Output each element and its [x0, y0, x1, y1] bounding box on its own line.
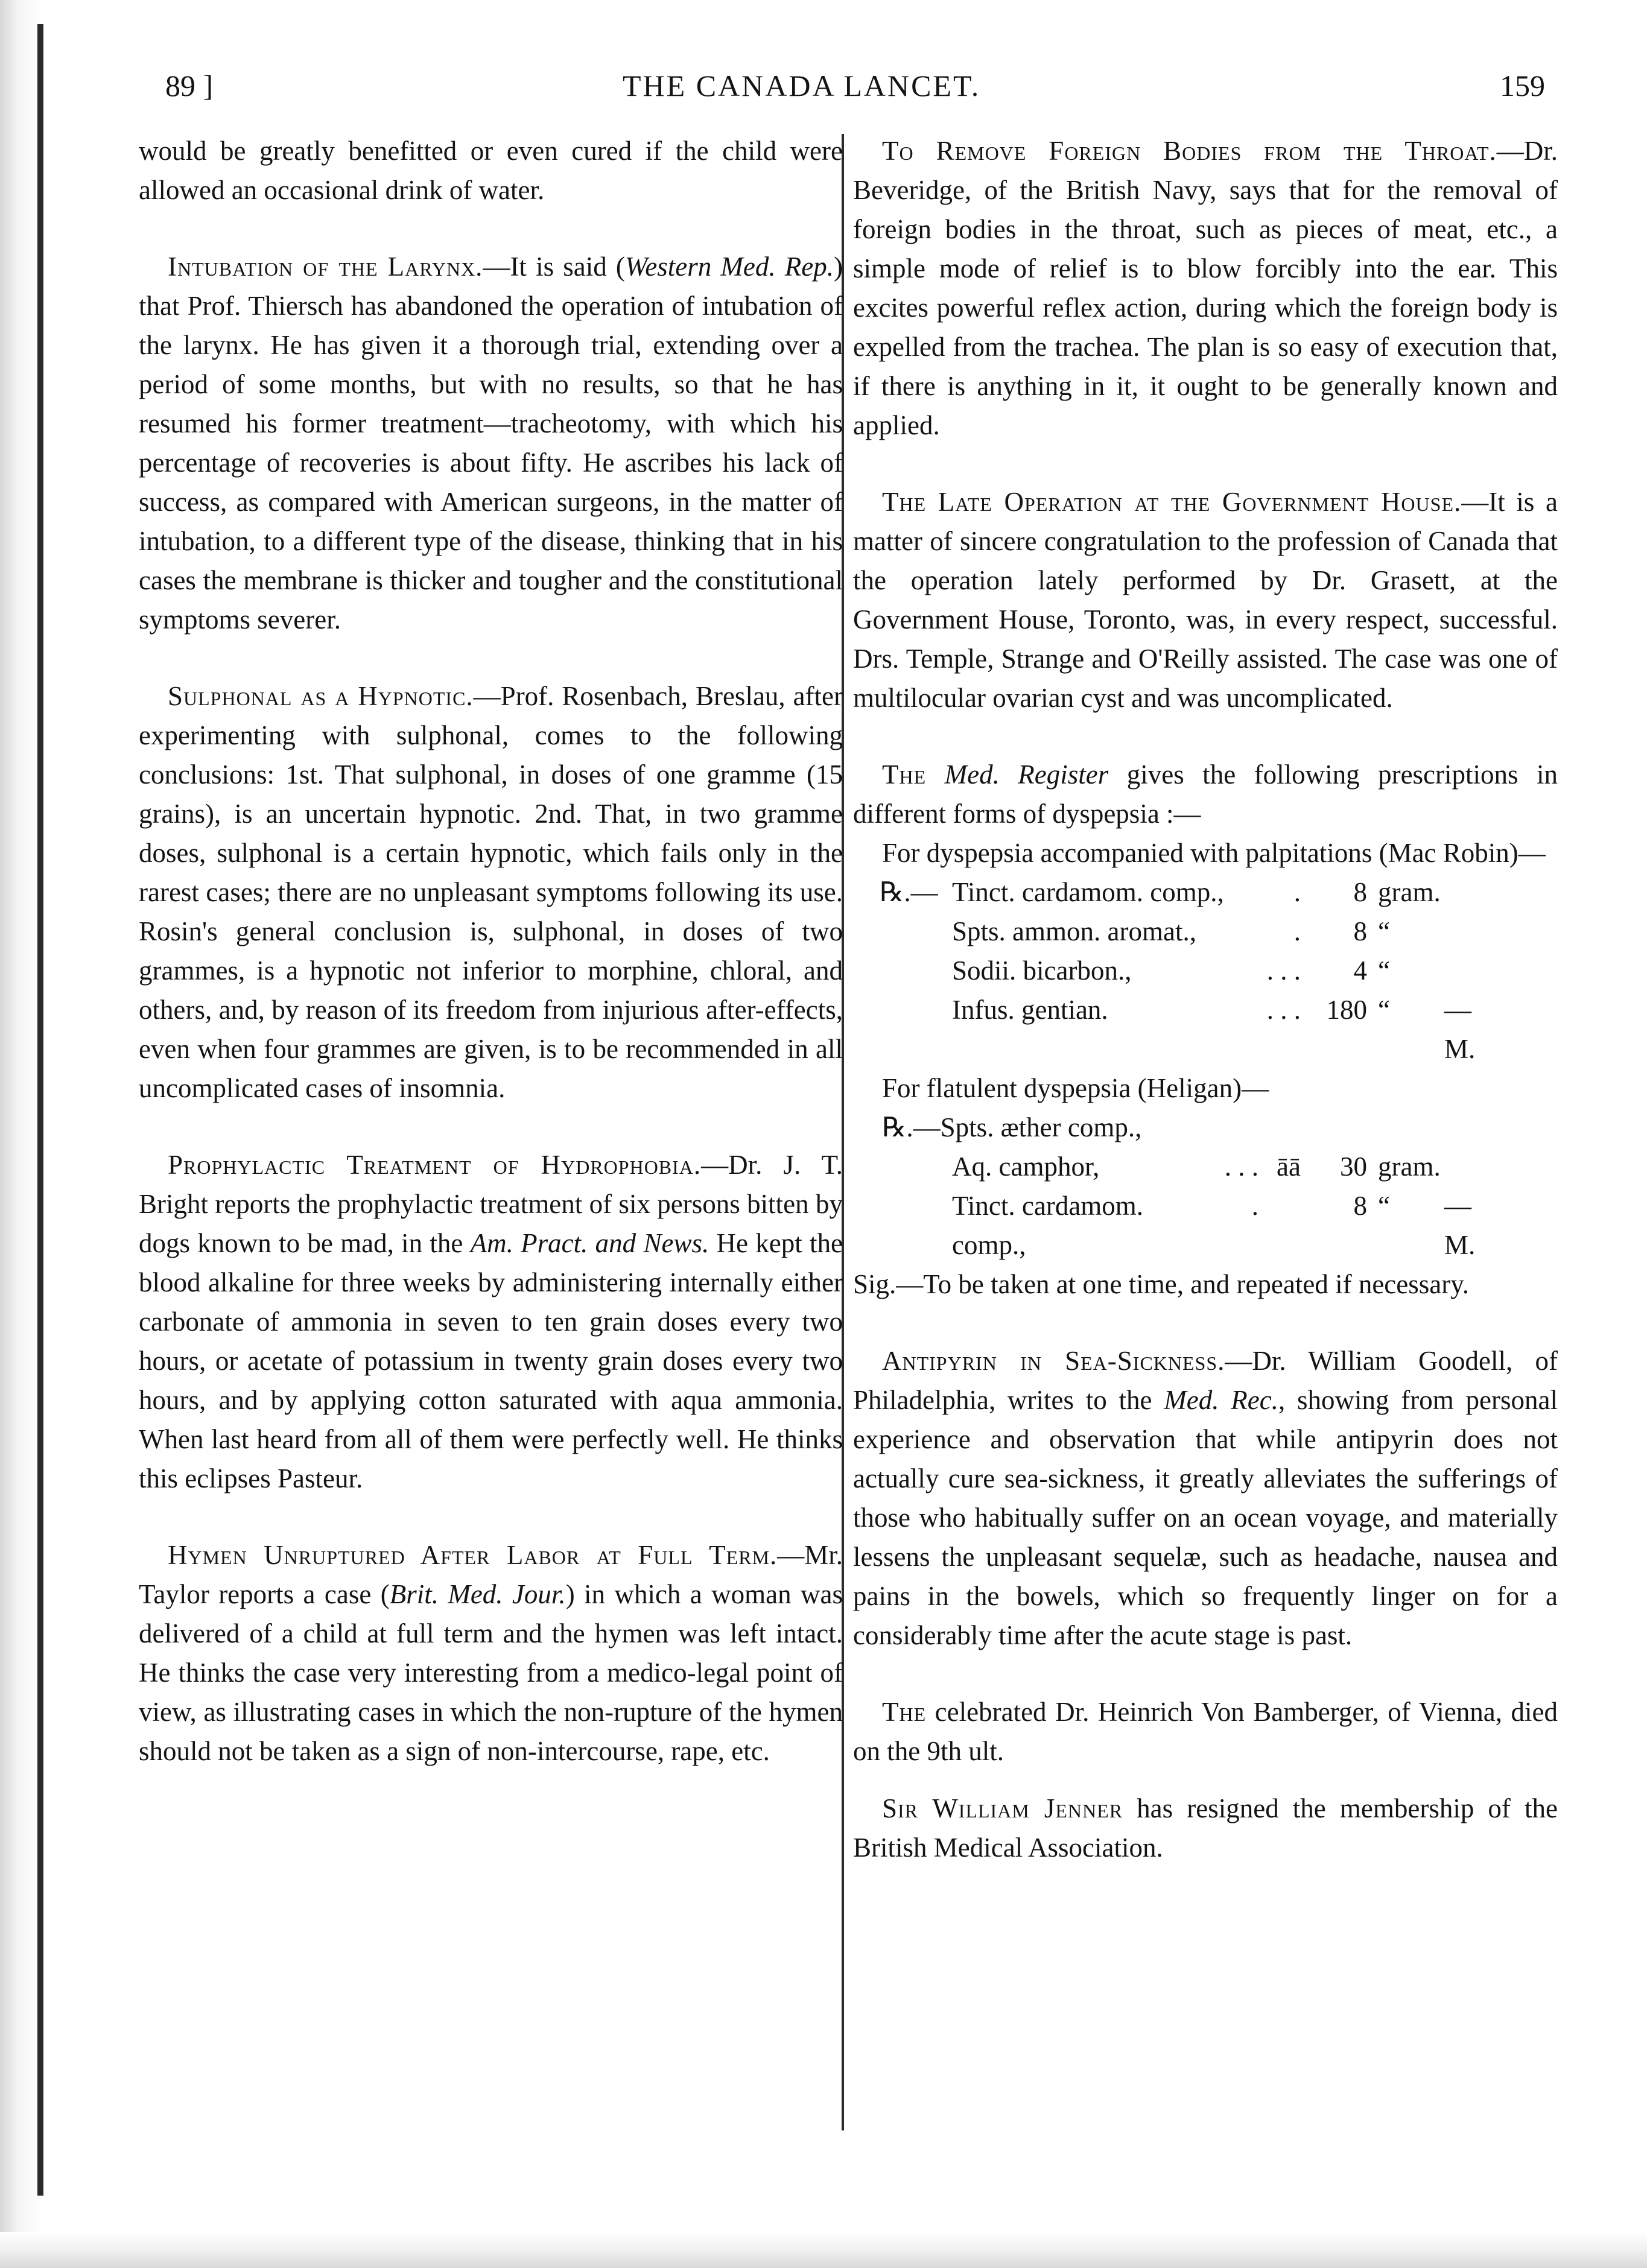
- leader-dots: .: [1293, 916, 1301, 946]
- lead-word: Sir William Jenner: [882, 1793, 1123, 1823]
- left-column: [139, 131, 843, 1808]
- page-left-edge-shadow: [0, 0, 66, 2268]
- note-text: has resigned the membership of the British Medical Association.: [853, 1793, 1558, 1863]
- leader-dots: .: [1293, 877, 1301, 907]
- drug-unit: gram.: [1378, 1151, 1441, 1182]
- article-hydrophobia: [139, 1145, 843, 1498]
- prescription-2-first-line: ℞.—Spts. æther comp.,: [882, 1112, 1142, 1142]
- article-text: —It is a matter of sincere congratulation to the profession of Canada that the operation lately performed by Dr. Grasett, at the Government House, Toronto, was, in every respect, successful. Drs. Temple, Strange and O'Reilly assisted. The case was one of multilocular ovarian cyst and was uncomplicated.: [853, 487, 1558, 713]
- note-jenner: [853, 1789, 1558, 1867]
- dyspepsia-intro: [853, 755, 1558, 834]
- article-heading: Antipyrin in Sea-Sickness.: [882, 1346, 1225, 1376]
- drug-unit: “: [1378, 1191, 1390, 1221]
- drug-name: Aq. camphor,: [952, 1151, 1100, 1182]
- dyspepsia-form-2: For flatulent dyspepsia (Heligan)—: [882, 1073, 1269, 1103]
- leader-dots: .: [1251, 1191, 1258, 1221]
- article-text: —Mr. Taylor reports a case (: [139, 1540, 843, 1609]
- article-heading: Intubation of the Larynx.: [168, 252, 483, 282]
- article-text: —Dr. J. T. Bright reports the prophylactic treatment of six persons bitten by dogs known to be mad, in the: [139, 1150, 843, 1258]
- page-bottom-edge-shadow: [0, 2232, 1647, 2268]
- source-citation: Med. Rec.: [1164, 1385, 1278, 1415]
- article-text: —Dr. William Goodell, of Philadelphia, writes to the: [853, 1346, 1558, 1415]
- drug-unit: “: [1378, 995, 1390, 1025]
- article-intubation: [139, 247, 843, 639]
- article-antipyrin: [853, 1341, 1558, 1655]
- prescription-line: [853, 951, 1493, 990]
- drug-unit: gram.: [1378, 877, 1441, 907]
- article-heading: Prophylactic Treatment of Hydrophobia.: [168, 1150, 702, 1180]
- article-text: He kept the blood alkaline for three weeks by administering internally either carbonate of ammonia in seven to ten grain doses every two hours, or acetate of potassium in twenty grain doses every two hours, and by applying cotton saturated with aqua ammonia. When last heard from all of them were perfectly well. He thinks this eclipses Pasteur.: [139, 1228, 843, 1494]
- leader-dots: . . .: [1266, 995, 1301, 1025]
- drug-unit: “: [1378, 955, 1390, 986]
- drug-name: Spts. ammon. aromat.,: [952, 916, 1196, 946]
- drug-unit: “: [1378, 916, 1390, 946]
- drug-quantity: 30: [1340, 1151, 1367, 1182]
- right-column: [853, 131, 1558, 1905]
- drug-name: Tinct. cardamom. comp.,: [952, 877, 1224, 907]
- drug-quantity: 8: [1353, 1191, 1367, 1221]
- prescription-line: [853, 912, 1493, 951]
- intro-text: gives the following prescriptions in different forms of dyspepsia :—: [853, 759, 1558, 829]
- header-volume-number: 89 ]: [165, 69, 214, 103]
- drug-quantity: 4: [1353, 955, 1367, 986]
- leader-dots: . . .: [1224, 1151, 1258, 1182]
- article-text: —Dr. Beveridge, of the British Navy, says that for the removal of foreign bodies in the throat, such as pieces of meat, etc., a simple mode of relief is to blow forcibly into the ear. This excites powerful reflex action, during which the foreign body is expelled from the trachea. The plan is so easy of execution that, if there is anything in it, it ought to be generally known and applied.: [853, 136, 1558, 440]
- binding-edge-line: [37, 24, 43, 2196]
- note-bamberger: [853, 1693, 1558, 1771]
- lead-word: The: [882, 759, 927, 790]
- prescription-line: [853, 1147, 1493, 1186]
- article-foreign-bodies: [853, 131, 1558, 445]
- article-dyspepsia: [853, 755, 1558, 1304]
- article-heading: Hymen Unruptured After Labor at Full Term.: [168, 1540, 778, 1570]
- prescription-2: [853, 1147, 1558, 1265]
- dyspepsia-form-1: For dyspepsia accompanied with palpitations (Mac Robin)—: [882, 838, 1546, 868]
- article-heading: Sulphonal as a Hypnotic.: [168, 681, 474, 711]
- drug-name: Sodii. bicarbon.,: [952, 955, 1132, 986]
- source-citation: Am. Pract. and News.: [470, 1228, 709, 1258]
- source-citation: Med. Register: [944, 759, 1109, 790]
- article-text: , showing from personal experience and observation that while antipyrin does not actually cure sea-sickness, it greatly alleviates the sufferings of those who habitually suffer on an ocean voyage, and materially lessens the unpleasant sequelæ, such as headache, nausea and pains in the bowels, which so frequently linger on for a considerably time after the acute stage is past.: [853, 1385, 1558, 1650]
- drug-name: Infus. gentian.: [952, 995, 1108, 1025]
- ana-symbol: āā: [1277, 1151, 1301, 1182]
- header-page-number: 159: [1500, 69, 1545, 103]
- mix-instruction: —M.: [1444, 995, 1476, 1064]
- prescription-line: [853, 1186, 1493, 1265]
- continued-paragraph: would be greatly benefitted or even cured if the child were allowed an occasional drink of water.: [139, 136, 843, 205]
- article-text: —It is said (: [483, 252, 625, 282]
- source-citation: Western Med. Rep.: [624, 252, 834, 282]
- drug-name: Tinct. cardamom. comp.,: [952, 1191, 1144, 1260]
- drug-quantity: 8: [1353, 877, 1367, 907]
- drug-quantity: 8: [1353, 916, 1367, 946]
- article-text: ) in which a woman was delivered of a child at full term and the hymen was left intact. He thinks the case very interesting from a medico-legal point of view, as illustrating cases in which the non-rupture of the hymen should not be taken as a sign of non-intercourse, rape, etc.: [139, 1579, 843, 1766]
- recipe-symbol: ℞.—: [880, 877, 938, 907]
- article-text: —Prof. Rosenbach, Breslau, after experimenting with sulphonal, comes to the following conclusions: 1st. That sulphonal, in doses of one gramme (15 grains), is an uncertain hypnotic. 2nd. That, in two gramme doses, sulphonal is a certain hypnotic, which fails only in the rarest cases; there are no unpleasant symptoms following its use. Rosin's general conclusion is, sulphonal, in doses of two grammes, is a hypnotic not inferior to morphine, chloral, and others, and, by reason of its freedom from injurious after-effects, even when four grammes are given, is to be recommended in all uncomplicated cases of insomnia.: [139, 681, 843, 1103]
- note-text: celebrated Dr. Heinrich Von Bamberger, of Vienna, died on the 9th ult.: [853, 1697, 1558, 1766]
- article-hymen: [139, 1536, 843, 1771]
- article-text: ) that Prof. Thiersch has abandoned the operation of intubation of the larynx. He has given it a thorough trial, extending over a period of some months, but with no results, so that he has resumed his former treatment—tracheotomy, with which his percentage of recoveries is about fifty. He ascribes his lack of success, as compared with American surgeons, in the matter of intubation, to a different type of the disease, thinking that in his cases the membrane is thicker and tougher and the constitutional symptoms severer.: [139, 252, 843, 635]
- drug-quantity: 180: [1326, 995, 1367, 1025]
- article-heading: To Remove Foreign Bodies from the Throat.: [882, 136, 1497, 166]
- source-citation: Brit. Med. Jour.: [389, 1579, 566, 1609]
- lead-word: The: [882, 1697, 927, 1727]
- article-sulphonal: [139, 677, 843, 1108]
- leader-dots: . . .: [1266, 955, 1301, 986]
- prescription-1: [853, 873, 1558, 1069]
- article-government-house: [853, 483, 1558, 718]
- prescription-line: [853, 873, 1493, 912]
- header-journal-title: THE CANADA LANCET.: [623, 69, 981, 103]
- mix-instruction: —M.: [1444, 1191, 1476, 1260]
- article-heading: The Late Operation at the Government House.: [882, 487, 1462, 517]
- prescription-line: [853, 990, 1493, 1069]
- signature-instruction: Sig.—To be taken at one time, and repeated if necessary.: [853, 1269, 1470, 1299]
